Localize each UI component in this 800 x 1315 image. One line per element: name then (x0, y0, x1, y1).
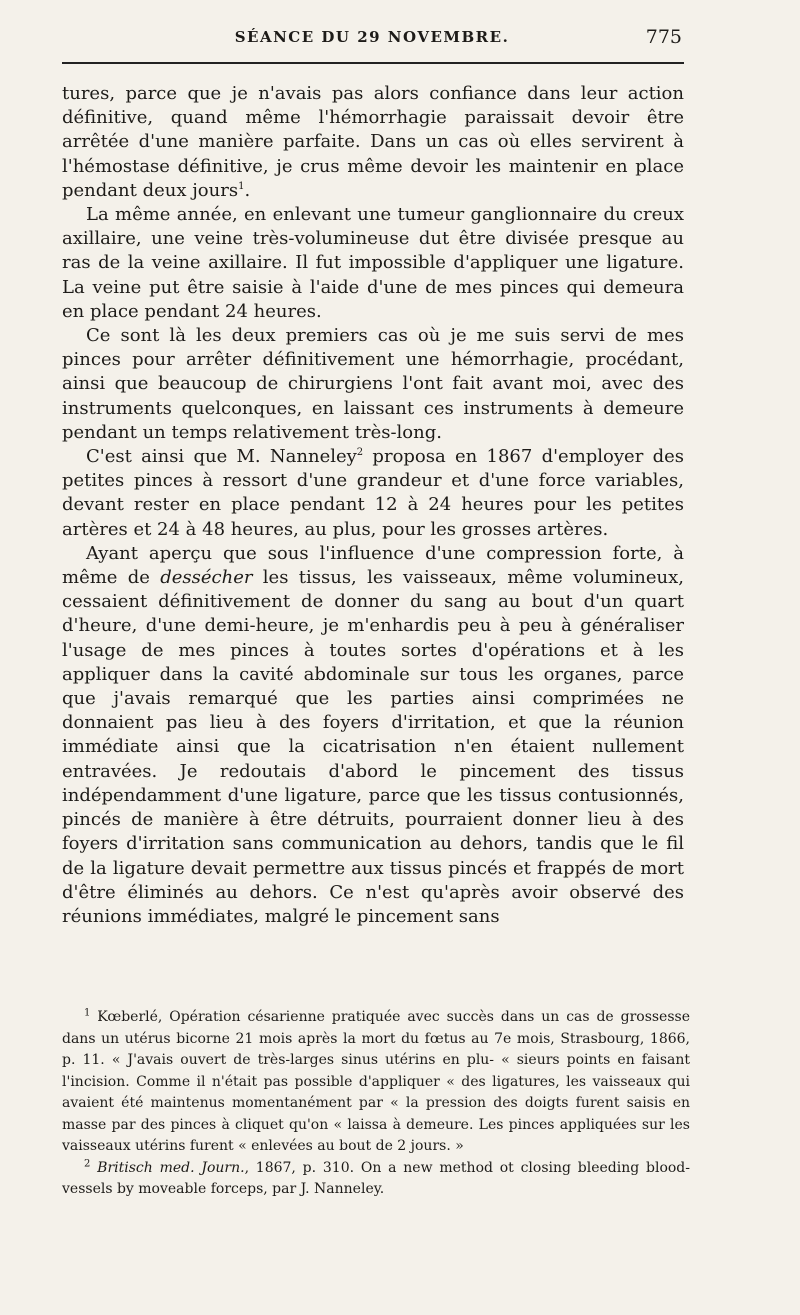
footnote-2-journal: Britisch med. Journ. (90, 1159, 245, 1176)
paragraph-4-text-a: C'est ainsi que M. Nanneley (86, 446, 357, 468)
footnote-1-mark: 1 (84, 1007, 91, 1019)
page-header (62, 28, 682, 54)
footnote-ref-2: 2 (356, 447, 364, 459)
paragraph-3: Ce sont là les deux premiers cas où je me suis servi de mes pinces pour arrêter définitivement une hémorrhagie, procédant, ainsi que beaucoup de chirurgiens l'ont fait avant moi, avec des instruments quelconques, en laissant ces instruments à demeure pendant un temps relativement très-long. (62, 325, 684, 443)
paragraph-4 (62, 445, 684, 542)
footnote-1 (62, 1007, 690, 1158)
body-text (62, 82, 684, 929)
footnote-2-mark: 2 (84, 1157, 91, 1169)
running-head: SÉANCE DU 29 NOVEMBRE. (234, 28, 510, 46)
paragraph-1-text: tures, parce que je n'avais pas alors confiance dans leur action définitive, quand même l'hémorrhagie paraissait devoir être arrêtée d'une manière parfaite. Dans un cas où elles servirent à l'hémostase définitive, je crus même devoir les maintenir en place pendant deux jours (62, 83, 684, 201)
paragraph-1 (62, 82, 684, 203)
paragraph-1-end: . (244, 179, 251, 201)
paragraph-5-text-b: les tissus, les vaisseaux, même volumineux, cessaient définitivement de donner du sang au bout d'un quart d'heure, d'une demi-heure, je m'enhardis peu à peu à généraliser l'usage de mes pinces à toutes sortes d'opérations et à les appliquer dans la cavité abdominale sur tous les organes, parce que j'avais remarqué que les parties ainsi comprimées ne donnaient pas lieu à des foyers d'irritation, et que la réunion immédiate ainsi que la cicatrisation n'en étaient nullement entravées. Je redoutais d'abord le pincement des tissus indépendamment d'une ligature, parce que les tissus contusionnés, pincés de manière à être détruits, pourraient donner lieu à des foyers d'irritation sans communication au dehors, tandis que le fil de la ligature devait permettre aux tissus pincés et frappés de mort d'être éliminés au dehors. Ce n'est qu'après avoir observé des réunions immédiates, malgré le pincement sans (62, 567, 684, 927)
footnote-1-text: Kœberlé, Opération césarienne pratiquée avec succès dans un cas de grossesse dans un utérus bicorne 21 mois après la mort du fœtus au 7e mois, Strasbourg, 1866, p. 11. « J'avais ouvert de très-larges sinus utérins en plu- « sieurs points en faisant l'incision. Comme il n'était pas possible d'appliquer « des ligatures, les vaisseaux qui avaient été maintenus momentanément par « la pression des doigts furent saisis en masse par des pinces à cliquet qu'on « laissa à demeure. Les pinces appliquées sur les vaisseaux utérins furent « enlevées au bout de 2 jours. » (62, 1009, 690, 1154)
page-number: 775 (645, 26, 682, 48)
footnote-2-text: , 1867, p. 310. On a new method ot closing bleeding blood-vessels by moveable forceps, par J. Nanneley. (62, 1159, 690, 1197)
paragraph-4-text-b: proposa en 1867 d'employer des petites pinces à ressort d'une grandeur et d'une force variables, devant rester en place pendant 12 à 24 heures pour les petites artères et 24 à 48 heures, au plus, pour les grosses artères. (62, 446, 684, 540)
paragraph-5-text-a: Ayant aperçu que sous l'influence d'une compression forte, à même de (62, 542, 684, 589)
paragraph-5-emphasis: dessécher (160, 567, 253, 589)
footnote-2 (62, 1158, 690, 1201)
paragraph-5 (62, 542, 684, 929)
header-rule (62, 62, 684, 64)
footnotes (62, 1007, 690, 1201)
footnote-ref-1: 1 (238, 180, 245, 192)
paragraph-2: La même année, en enlevant une tumeur ganglionnaire du creux axillaire, une veine très-volumineuse dut être divisée presque au ras de la veine axillaire. Il fut impossible d'appliquer une ligature. La veine put être saisie à l'aide d'une de mes pinces qui demeura en place pendant 24 heures. (62, 204, 684, 322)
